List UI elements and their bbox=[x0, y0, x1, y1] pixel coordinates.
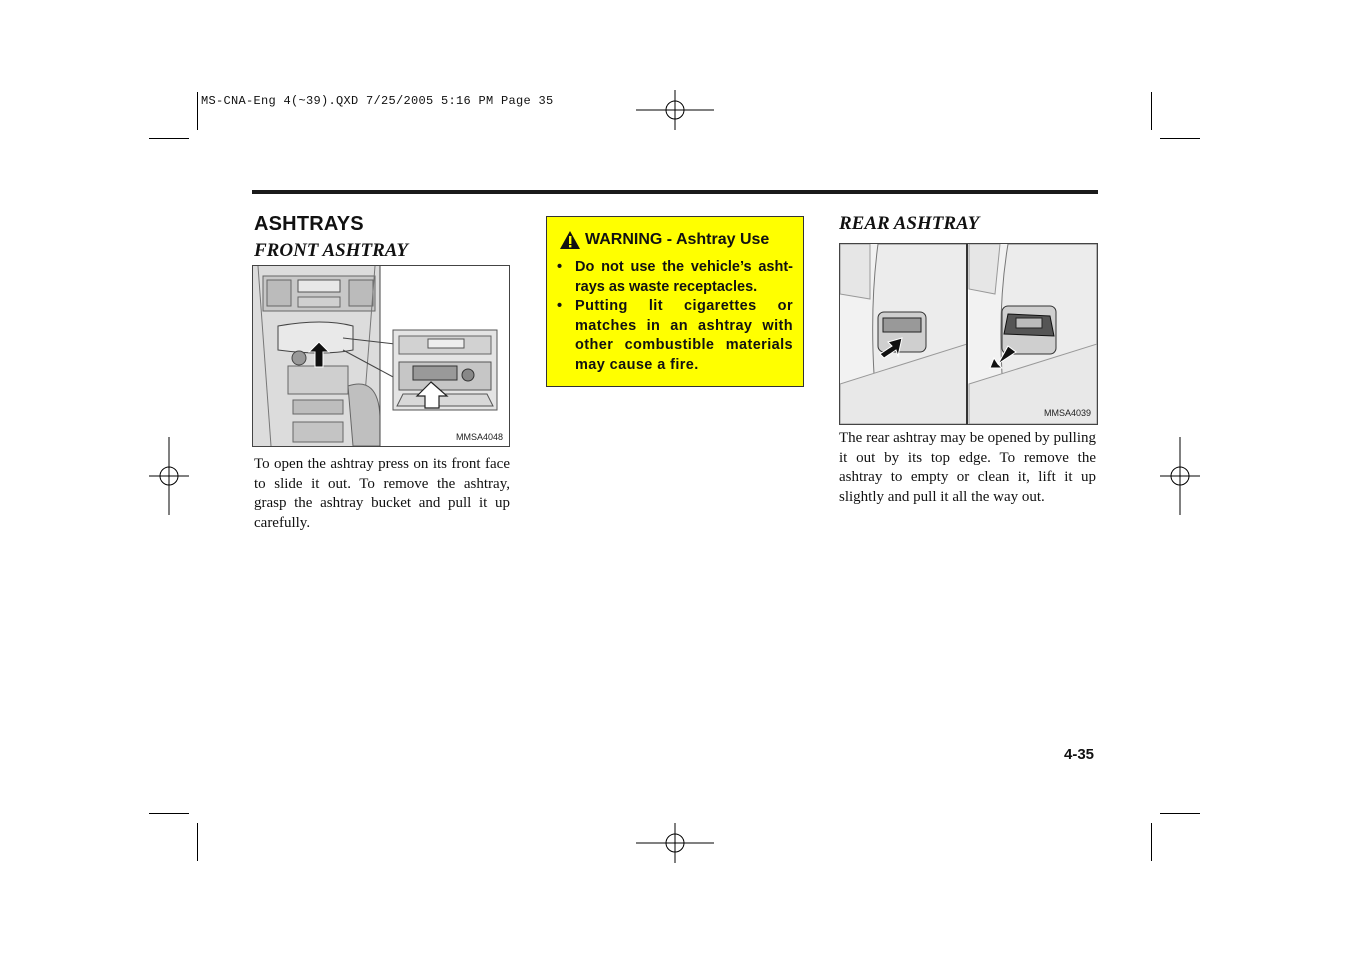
front-figure-code: MMSA4048 bbox=[456, 432, 504, 442]
registration-mark-icon bbox=[149, 437, 189, 515]
warning-list bbox=[557, 258, 793, 375]
warning-box bbox=[546, 216, 804, 387]
rear-ashtray-body: The rear ashtray may be opened by pulling it out by its top edge. To remove the ashtray to empty or clean it, lift it up slightly and pull it all the way out. bbox=[839, 430, 1096, 505]
warning-item: • Do not use the vehicle’s asht-rays as waste receptacles. bbox=[557, 258, 793, 297]
registration-mark-icon bbox=[636, 90, 714, 130]
front-ashtray-figure bbox=[252, 265, 510, 447]
warning-title: WARNING - Ashtray Use bbox=[585, 231, 770, 248]
header-rule bbox=[252, 190, 1098, 194]
warning-triangle-icon bbox=[559, 230, 581, 250]
page-number: 4-35 bbox=[1064, 746, 1095, 763]
warning-item: • Putting lit cigarettes or matches in an ashtray with other combustible materials may cause a fire. bbox=[557, 297, 793, 375]
registration-mark-icon bbox=[1160, 437, 1200, 515]
printer-slug: MS-CNA-Eng 4(~39).QXD 7/25/2005 5:16 PM Page 35 bbox=[201, 94, 554, 108]
front-ashtray-subtitle: FRONT ASHTRAY bbox=[254, 240, 408, 261]
rear-ashtray-figure bbox=[839, 243, 1098, 425]
front-ashtray-body: To open the ashtray press on its front face to slide it out. To remove the ashtray, grasp the ashtray bucket and pull it up carefully. bbox=[254, 456, 510, 531]
section-title: ASHTRAYS bbox=[254, 213, 364, 235]
registration-mark-icon bbox=[636, 823, 714, 863]
rear-ashtray-subtitle: REAR ASHTRAY bbox=[839, 213, 980, 234]
warning-title-row bbox=[559, 230, 769, 250]
rear-figure-code: MMSA4039 bbox=[1044, 408, 1092, 418]
